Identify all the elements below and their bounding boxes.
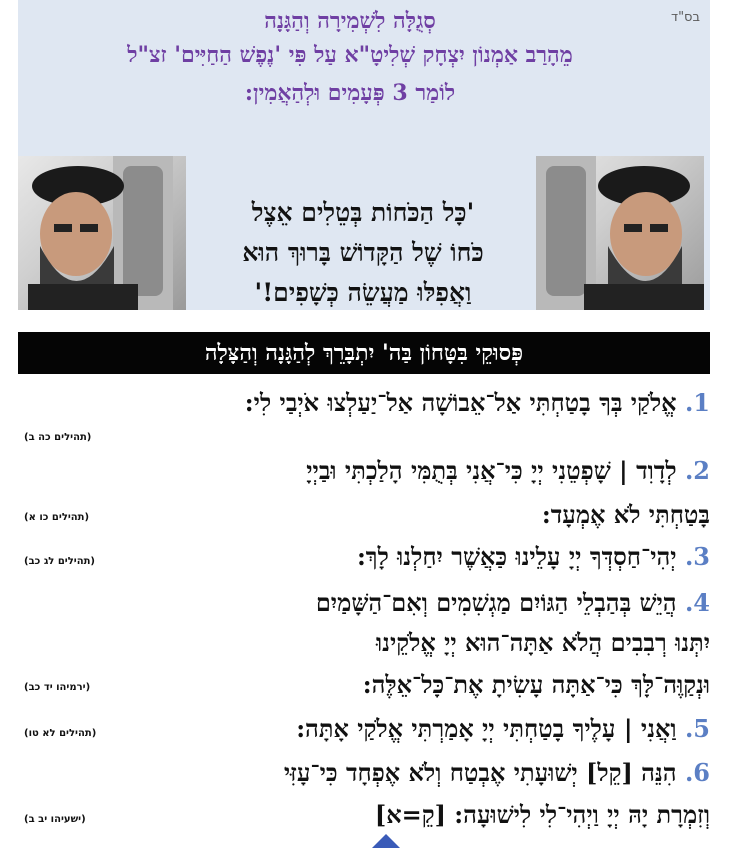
page-corner-decoration [372,834,400,848]
verse-2-source: (תהילים כו א) [24,512,90,523]
verse-number: 6. [684,758,710,787]
verse-text: יְהִי־חַסְדְּךָ יְיָ עָלֵינוּ כַּאֲשֶׁר יִחַלְנוּ לָךְ: [356,542,677,571]
verse-3-line-1 [357,542,710,572]
verse-4-line-1 [316,588,710,618]
verse-5-line-1 [296,714,710,744]
verse-2-line-1 [306,456,710,486]
header-title-line-2: מֵהָרַב אַמְנוֹן יִצְחָק שְׁלִיטָ"א עַל פִּי 'נֶפֶשׁ הַחַיִּים' זצ"ל [127,42,573,68]
quote-line-2: כֹּחוֹ שֶׁל הַקָּדוֹשׁ בָּרוּךְ הוּא [242,238,484,267]
verse-1-source: (תהילים כה ב) [24,432,92,443]
verse-4-source: (ירמיהו יד כב) [24,682,91,693]
verse-text: וּנְקַוֶּה־לָּךְ כִּי־אַתָּה עָשִׂיתָ אֶת־כָּל־אֵלֶּה: [362,670,710,699]
bsd-mark: בס"ד [670,10,700,25]
quote-line-1: 'כָּל הַכֹּחוֹת בְּטֵלִים אֵצֶל [251,198,475,227]
verse-text: הֲיֵשׁ בְּהַבְלֵי הַגּוֹיִם מַגְשִׁמִים וְאִם־הַשָּׁמַיִם [315,588,677,617]
verse-6-line-1 [284,758,710,788]
rabbi-photo-left [18,156,186,310]
verse-5-source: (תהילים לא טו) [24,728,97,739]
verse-3-source: (תהילים לג כב) [24,556,95,567]
verse-number: 5. [684,714,710,743]
header-title-line-3: לוֹמַר 3 פְּעָמִים וּלְהַאֲמִין: [244,80,456,106]
verse-4-line-3 [363,670,710,700]
verse-6-line-2 [375,800,710,830]
verse-text: הִנֵּה [קֵל] יְשׁוּעָתִי אֶבְטַח וְלֹא אֶפְחָד כִּי־עָזִּי [283,758,677,787]
verse-6-source: (ישעיהו יב ב) [24,814,86,825]
verse-4-line-2 [376,628,710,658]
verse-text: לְדָוִד | שָׁפְטֵנִי יְיָ כִּי־אֲנִי בְּתֻמִּי הָלַכְתִּי וּבַיְיָ [306,456,677,485]
verse-text: וַאֲנִי | עָלֶיךָ בָטַחְתִּי יְיָ אָמַרְתִּי אֱלֹקַי אָתָּה: [296,714,677,743]
verse-number: 4. [684,588,710,617]
rabbi-photo-right [536,156,704,310]
verse-number: 3. [684,542,710,571]
section-title-bar: פְּסוּקֵי בִּטָּחוֹן בַּה' יִתְבָּרֵךְ לְהַגָּנָה וְהַצָּלָה [18,332,710,374]
verse-number: 1. [684,388,710,417]
verse-text: אֱלֹקַי בְּךָ בָטַחְתִּי אַל־אֵבוֹשָׁה אַל־יַעַלְצוּ אֹיְבַי לִי: [244,388,677,417]
header-title-line-1: סְגֻלָּה לִשְׁמִירָה וְהַגָּנָה [264,8,436,34]
verse-number: 2. [684,456,710,485]
verse-text: יִתְּנוּ רְבִבִים הֲלֹא אַתָּה־הוּא יְיָ אֱלֹקֵינוּ [376,628,710,657]
quote-line-3: וַאֲפִלּוּ מַעֲשֵׂה כְּשָׁפִים!' [254,278,472,307]
verse-2-line-2 [542,500,710,530]
verse-text: וְזִמְרָת יָהּ יְיָ וַיְהִי־לִי לִישׁוּעָה: [קֵ=א] [374,800,710,829]
verse-1-line-1 [245,388,710,418]
verse-text: בָּטַחְתִּי לֹא אֶמְעָד: [541,500,710,529]
